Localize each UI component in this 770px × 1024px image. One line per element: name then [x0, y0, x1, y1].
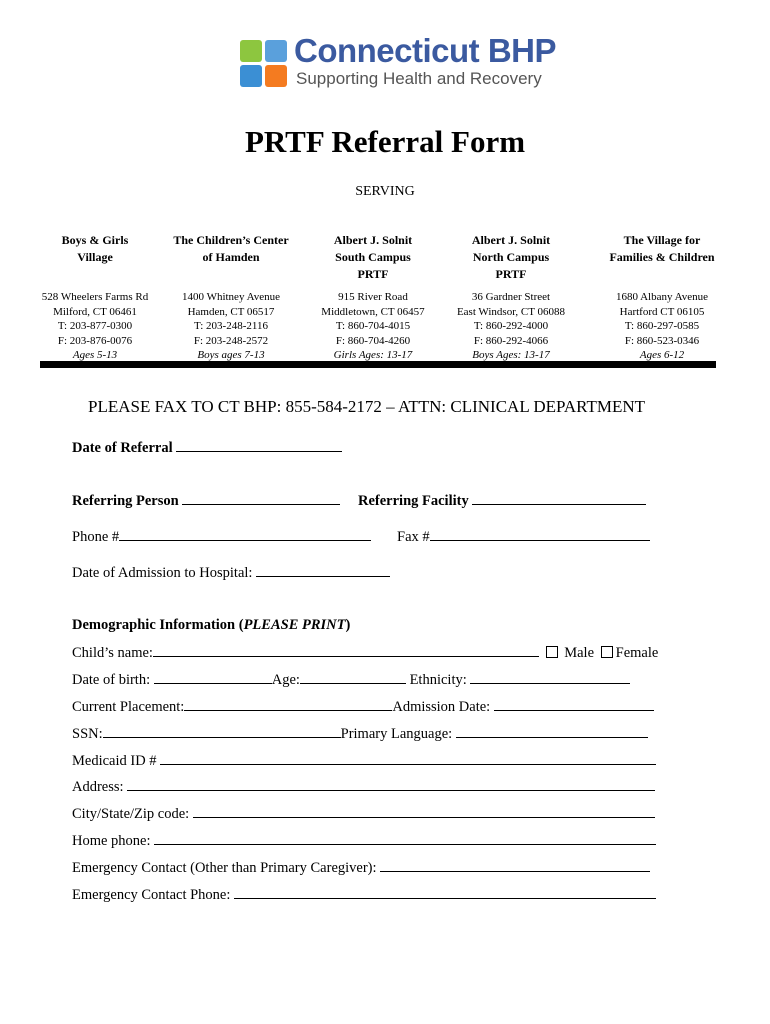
city-state-zip-row [72, 804, 655, 823]
facility-column [436, 232, 586, 363]
facility-phone: T: 860-704-4015 [335, 320, 411, 332]
referring-facility-field[interactable] [472, 491, 646, 505]
facility-city: Middletown, CT 06457 [321, 305, 425, 318]
home-phone-row [72, 831, 656, 850]
phone-row [72, 527, 371, 546]
placement-row [72, 697, 654, 716]
facility-fax: F: 860-523-0346 [624, 334, 700, 347]
date-of-referral-field[interactable] [176, 438, 342, 452]
age-field[interactable] [300, 670, 406, 684]
facility-name-line: Village [77, 250, 113, 264]
facility-address: 1400 Whitney Avenue [182, 291, 280, 303]
emergency-contact-row [72, 858, 650, 877]
dob-row [72, 670, 630, 689]
facility-name-line: PRTF [495, 267, 527, 281]
emergency-phone-row [72, 885, 656, 904]
fax-label: Fax # [397, 529, 430, 545]
fax-row [397, 527, 650, 546]
facility-phone: T: 203-248-2116 [194, 320, 268, 332]
referring-facility-row [358, 491, 646, 510]
emergency-phone-field[interactable] [234, 885, 656, 899]
address-label: Address: [72, 779, 124, 795]
fax-field[interactable] [430, 527, 650, 541]
facility-fax: F: 203-876-0076 [57, 334, 133, 347]
referring-person-field[interactable] [182, 491, 340, 505]
facility-name-line: The Children’s Center [173, 233, 289, 247]
connecticut-bhp-logo [240, 32, 580, 92]
facility-fax: F: 860-292-4066 [473, 334, 549, 347]
date-of-referral-label: Date of Referral [72, 440, 173, 456]
please-print-text: PLEASE PRINT [243, 617, 346, 633]
facility-name [20, 232, 170, 290]
facility-address: 528 Wheelers Farms Rd [41, 291, 149, 303]
emergency-contact-field[interactable] [380, 858, 650, 872]
facility-name-line: Families & Children [609, 250, 715, 264]
childs-name-label: Child’s name: [72, 645, 153, 661]
medicaid-id-field[interactable] [160, 751, 656, 765]
ethnicity-field[interactable] [470, 670, 630, 684]
hospital-admission-field[interactable] [256, 563, 390, 577]
date-of-referral-row [72, 438, 342, 457]
primary-language-field[interactable] [456, 724, 648, 738]
facility-fax: F: 860-704-4260 [335, 334, 411, 347]
facility-name [436, 232, 586, 290]
primary-language-label: Primary Language: [340, 726, 453, 742]
facility-fax: F: 203-248-2572 [193, 334, 269, 347]
address-row [72, 777, 655, 796]
facility-city: Milford, CT 06461 [53, 305, 137, 318]
facility-name-line: PRTF [357, 267, 389, 281]
medicaid-row [72, 751, 656, 770]
facility-name-line: South Campus [335, 250, 411, 264]
facility-phone: T: 203-877-0300 [57, 320, 133, 332]
logo-mark-icon [240, 40, 288, 88]
male-label: Male [564, 645, 595, 661]
phone-label: Phone # [72, 529, 120, 545]
age-label: Age: [271, 672, 300, 688]
facility-ages: Boys Ages: 13-17 [472, 349, 550, 361]
facility-name-line: Albert J. Solnit [471, 233, 551, 247]
facility-phone: T: 860-297-0585 [624, 320, 700, 332]
facility-ages: Boys ages 7-13 [197, 349, 265, 361]
demographic-heading-text: Demographic Information ( [72, 617, 244, 633]
ssn-label: SSN: [72, 726, 103, 742]
facility-ages: Ages 5-13 [72, 349, 118, 361]
address-field[interactable] [127, 777, 655, 791]
current-placement-label: Current Placement: [72, 699, 185, 715]
childs-name-row [72, 643, 658, 662]
facility-address: 1680 Albany Avenue [615, 291, 709, 303]
facility-name-line: North Campus [472, 250, 550, 264]
page-title: PRTF Referral Form [244, 124, 526, 159]
hospital-admission-label: Date of Admission to Hospital: [72, 565, 253, 581]
fax-notice: PLEASE FAX TO CT BHP: 855-584-2172 – ATTN: CLINICAL DEPARTMENT [88, 397, 646, 416]
facility-name [587, 232, 737, 290]
logo-subtitle: Supporting Health and Recovery [296, 69, 542, 88]
facility-city: East Windsor, CT 06088 [456, 305, 566, 318]
admission-date-label: Admission Date: [392, 699, 491, 715]
dob-label: Date of birth: [72, 672, 151, 688]
facility-phone: T: 860-292-4000 [473, 320, 549, 332]
female-checkbox[interactable] [601, 646, 613, 658]
medicaid-id-label: Medicaid ID # [72, 753, 157, 769]
phone-field[interactable] [119, 527, 371, 541]
emergency-contact-label: Emergency Contact (Other than Primary Caregiver): [72, 860, 377, 876]
dob-field[interactable] [154, 670, 272, 684]
facility-address: 915 River Road [338, 291, 408, 303]
facility-name [298, 232, 448, 290]
ssn-row [72, 724, 648, 743]
hospital-admission-row [72, 563, 390, 582]
section-divider [40, 361, 716, 368]
heading-close-paren: ) [345, 617, 351, 633]
demographic-heading [72, 617, 350, 634]
home-phone-field[interactable] [154, 831, 656, 845]
facility-column [298, 232, 448, 363]
ethnicity-label: Ethnicity: [409, 672, 467, 688]
facility-name-line: Boys & Girls [61, 233, 129, 247]
facility-name-line: The Village for [623, 233, 701, 247]
facility-ages: Ages 6-12 [639, 349, 685, 361]
facility-name [156, 232, 306, 290]
referring-facility-label: Referring Facility [358, 493, 469, 509]
referring-person-row [72, 491, 340, 510]
facility-column [156, 232, 306, 363]
home-phone-label: Home phone: [72, 833, 151, 849]
female-label: Female [615, 645, 659, 661]
facility-city: Hartford CT 06105 [619, 305, 705, 318]
facility-name-line: of Hamden [202, 250, 260, 264]
facility-ages: Girls Ages: 13-17 [333, 349, 413, 361]
facility-city: Hamden, CT 06517 [187, 305, 275, 318]
city-state-zip-field[interactable] [193, 804, 655, 818]
serving-label: SERVING [355, 184, 415, 199]
male-checkbox[interactable] [546, 646, 558, 658]
emergency-phone-label: Emergency Contact Phone: [72, 887, 231, 903]
admission-date-field[interactable] [494, 697, 654, 711]
city-state-zip-label: City/State/Zip code: [72, 806, 190, 822]
ssn-field[interactable] [103, 724, 341, 738]
childs-name-field[interactable] [153, 643, 539, 657]
referring-person-label: Referring Person [72, 493, 179, 509]
current-placement-field[interactable] [184, 697, 392, 711]
logo-title: Connecticut BHP [294, 32, 557, 69]
facility-name-line: Albert J. Solnit [333, 233, 413, 247]
facility-column [20, 232, 170, 363]
facility-address: 36 Gardner Street [471, 291, 551, 303]
facility-column [587, 232, 737, 363]
